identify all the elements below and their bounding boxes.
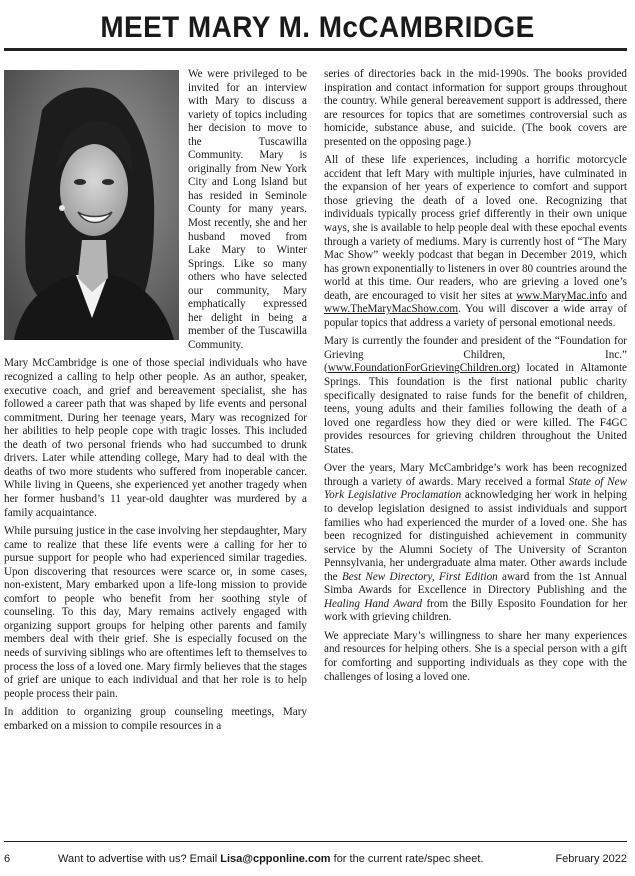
link-foundation[interactable]: www.FoundationForGrievingChildren.org — [327, 362, 517, 375]
article-column-right — [324, 68, 627, 689]
page-title: MEET MARY M. McCAMBRIDGE — [100, 11, 535, 44]
paragraph-closing: We appreciate Mary’s willingness to share her many experiences and resources for helping others. She is a special person with a gift for comforting and supporting individuals as they cope with the challenges of losing a loved one. — [324, 629, 627, 683]
paragraph-calling: Mary McCambridge is one of those special individuals who have recognized a calling to help other people. As an author, speaker, executive coach, and grief and bereavement specialist, she has followed a career path that was shaped by life events and personal commitment. During her teenage years, Mary was recognized for her abilities to help people cope with tragic losses. This included the death of two personal friends who had succumbed to drunk drivers. Later while attending college, Mary had to deal with the deaths of two more students who suffered from inoperable cancer. While living in Queens, she experienced yet another tragedy when her former husband’s 11 year-old daughter was murdered by a family acquaintance. — [4, 357, 307, 519]
paragraph-resources-start: In addition to organizing group counseling meetings, Mary embarked on a mission to compile resources in a — [4, 706, 307, 732]
paragraph-justice: While pursuing justice in the case involving her stepdaughter, Mary came to realize that these life events were a calling for her to pursue support for people who had experienced similar tragedies. Upon discovering that resources were scarce or, in some cases, non-existent, Mary embarked upon a life-long mission to provide comfort to people who benefit from her soothing style of counseling. To this day, Mary remains actively engaged with organizing support groups for helping other parents and family members deal with their grief. She is especially focused on the needs of surviving siblings who are oftentimes left to themselves to process the loss of a loved one. Mary firmly believes that the stages of grief are unique to each individual and that her role is to help people process their pain. — [4, 525, 307, 700]
page-number: 6 — [4, 853, 11, 865]
footer-rule — [4, 841, 627, 842]
portrait-photo — [4, 70, 179, 340]
paragraph-directories: series of directories back in the mid-1990s. The books provided inspiration and contact information for support groups throughout the country. While general bereavement support is addressed, there are resources for topics that are sometimes controversial such as homicide, substance abuse, and suicide. (The book covers are presented on the opposing page.) — [324, 68, 627, 148]
title-rule — [4, 48, 627, 51]
paragraph-awards: Over the years, Mary McCambridge’s work has been recognized through a variety of awards. Mary received a formal State of New York Legislative Proclamation acknowledging her work in helping to develop legislation designed to assist individuals and support families who had experienced the murder of a loved one. She has been recognized for distinguished achievement in community service by the Alumni Society of The University of Scranton Pennsylvania, her undergraduate alma mater. Other awards include the Best New Directory, First Edition award from the 1st Annual Simba Awards for Excellence in Directory Publishing and the Healing Hand Award from the Billy Esposito Foundation for her work with grieving children. — [324, 462, 627, 624]
advertise-email[interactable]: Lisa@cpponline.com — [220, 853, 331, 865]
paragraph-foundation: Mary is currently the founder and president of the “Foundation for Grieving Children, Inc.” (www.FoundationForGrievingChildren.org) located in Altamonte Springs. This foundation is the first national public charity specifically designated to raise funds for the benefit of children, teens, young adults and their families following the death of a loved one regardless how they died or were killed. The F4GC provides resources for grieving children throughout the United States. — [324, 335, 627, 456]
link-marymacshow[interactable]: www.TheMaryMacShow.com — [324, 303, 459, 316]
page-footer — [4, 848, 627, 870]
link-marymac-info[interactable]: www.MaryMac.info — [516, 289, 608, 302]
advertise-notice: Want to advertise with us? Email Lisa@cpponline.com for the current rate/spec sheet. — [58, 853, 484, 865]
article-column-left — [4, 68, 307, 738]
issue-date: February 2022 — [555, 853, 627, 865]
paragraph-podcast: All of these life experiences, including a horrific motorcycle accident that left Mary with multiple injuries, have culminated in the expansion of her years of experience to comfort and support those grieving the death of a loved one. Recognizing that individuals typically process grief differently in their own unique ways, she is available to help people deal with these epochal events through a variety of mediums. Mary is currently host of “The Mary Mac Show” weekly podcast that began in December 2019, which has grown exponentially to listeners in over 80 countries around the world at this time. Our readers, who are grieving a loved one’s death, are encouraged to visit her sites at www.MaryMac.info and www.TheMaryMacShow.com. You will discover a wide array of popular topics that address a variety of personal emotional needs. — [324, 154, 628, 329]
paragraph-intro: We were privileged to be invited for an interview with Mary to discuss a variety of topics including her decision to move to the Tuscawilla Community. Mary is originally from New York City and Long Island but has resided in Seminole County for many years. Most recently, she and her husband moved from Lake Mary to Winter Springs. Like so many others who have selected our community, Mary emphatically expressed her delight in being a member of the Tuscawilla Community. — [188, 68, 307, 351]
